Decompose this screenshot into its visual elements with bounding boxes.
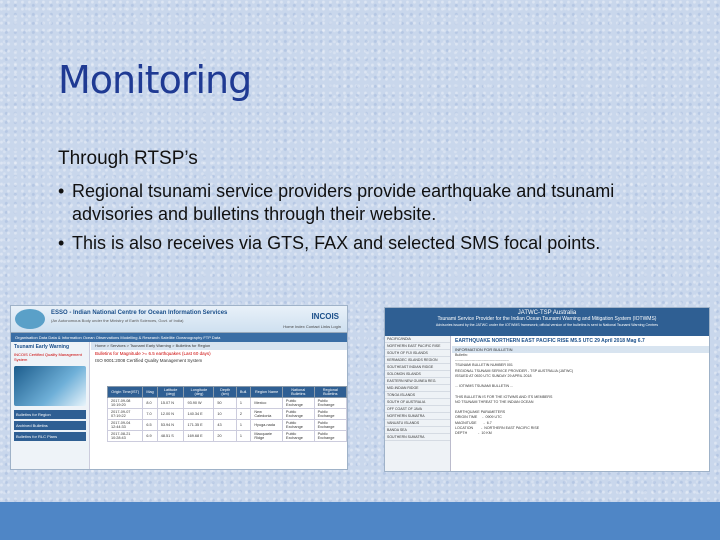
table-header: Depth (km) — [214, 387, 237, 398]
table-cell: Public Exchange — [282, 420, 314, 431]
bulletin-line: ... IOTWMS TSUNAMI BULLETIN ... — [455, 384, 514, 389]
incois-brand-logo: INCOIS — [311, 312, 339, 321]
table-cell: Mexico — [251, 398, 283, 409]
table-cell: 20 — [214, 431, 237, 442]
table-header: National Bulletins — [282, 387, 314, 398]
event-list-item[interactable]: VANUATU ISLANDS — [385, 420, 450, 427]
table-cell: Public Exchange — [282, 398, 314, 409]
table-header: Latitude (deg) — [157, 387, 184, 398]
event-list-item[interactable]: SOUTH OF FIJI ISLANDS — [385, 350, 450, 357]
jatwc-main — [452, 336, 709, 471]
bulletin-text — [452, 353, 709, 436]
sidebar-link[interactable]: Bulletins for RLC Plans — [14, 432, 86, 441]
sidebar-link[interactable]: Archived Bulletins — [14, 421, 86, 430]
bulletin-line: DEPTH - 10 KM — [455, 431, 492, 436]
incois-nav-bar[interactable]: Organisation Data Data & Information Ocean Observations Modelling & Research Satellite Oceanography FTP Data — [11, 333, 347, 342]
incois-header — [11, 306, 347, 333]
jatwc-note: Advisories issued by the JATWC under the IOTWMS framework; official version of the bulletins is sent to National Tsunami Warning Centres — [435, 323, 659, 327]
event-list-item[interactable]: NORTHERN SUMATRA — [385, 413, 450, 420]
event-list-item[interactable]: TONGA ISLANDS — [385, 392, 450, 399]
sidebar-link[interactable]: Bulletins for Region — [14, 410, 86, 419]
table-cell: Macquarie Ridge — [251, 431, 283, 442]
bulletin-line: TSUNAMI BULLETIN NUMBER 001 — [455, 363, 513, 368]
event-list-item[interactable]: KERMADEC ISLANDS REGION — [385, 357, 450, 364]
event-list-item[interactable]: SOUTHERN SUMATRA — [385, 434, 450, 441]
jatwc-subtitle: Tsunami Service Provider for the Indian Ocean Tsunami Warning and Mitigation System (IOTWMS) — [437, 316, 657, 322]
bulletin-line: --------------------------------------------- — [455, 358, 509, 363]
table-cell: 53.94 N — [157, 420, 184, 431]
incois-sidebar — [11, 342, 90, 470]
table-row — [108, 409, 347, 420]
esso-logo — [15, 309, 45, 329]
table-cell: 1 — [236, 398, 250, 409]
incois-header-subtitle: (An Autonomous Body under the Ministry of Earth Sciences, Govt. of India) — [51, 318, 184, 323]
incois-header-title: ESSO - Indian National Centre for Ocean Information Services — [51, 310, 228, 316]
table-cell: Public Exchange — [282, 409, 314, 420]
bulletin-line: THIS BULLETIN IS FOR THE IOTWMS AND ITS MEMBERS — [455, 394, 553, 399]
table-row — [108, 420, 347, 431]
table-cell: 2017-09-08 10:19:20 — [108, 398, 143, 409]
event-list-item[interactable]: SOUTHEAST INDIAN RIDGE — [385, 364, 450, 371]
event-list-item[interactable]: SOUTH OF AUSTRALIA — [385, 399, 450, 406]
bulletin-line: NO TSUNAMI THREAT TO THE INDIAN OCEAN — [455, 399, 534, 404]
table-cell: 12.00 N — [157, 409, 184, 420]
slide-subtitle: Through RTSP’s — [58, 148, 198, 169]
table-cell: 15.07 N — [157, 398, 184, 409]
event-list-item[interactable]: SOLOMON ISLANDS — [385, 371, 450, 378]
table-cell: 93.90 W — [184, 398, 214, 409]
table-cell: 6.9 — [143, 431, 157, 442]
bulletin-line: EARTHQUAKE PARAMETERS — [455, 410, 506, 415]
table-cell: 2017-08-21 10:28:43 — [108, 431, 143, 442]
table-header: Longitude (deg) — [184, 387, 214, 398]
table-header: Region Name — [251, 387, 283, 398]
event-list-item[interactable]: OFF COAST OF JAVA — [385, 406, 450, 413]
table-cell: 8.0 — [143, 398, 157, 409]
event-list-item[interactable]: EASTERN NEW GUINEA REG. — [385, 378, 450, 385]
table-cell: 2017-09-07 07:19:22 — [108, 409, 143, 420]
table-cell: Public Exchange — [314, 420, 346, 431]
bulletin-line: LOCATION - NORTHERN EAST PACIFIC RISE — [455, 425, 540, 430]
table-cell: 1 — [236, 420, 250, 431]
table-cell: 7.0 — [143, 409, 157, 420]
incois-screenshot — [10, 305, 348, 470]
event-list-item[interactable]: PACIFIC/INDIA — [385, 336, 450, 343]
table-cell: 140.34 E — [184, 409, 214, 420]
table-cell: 50 — [214, 398, 237, 409]
bullet-item: • This is also receives via GTS, FAX and selected SMS focal points. — [58, 232, 678, 255]
bulletins-heading: Bulletins for Magnitude >= 6.5 earthquakes (Last 60 days) — [95, 351, 211, 356]
table-cell: Public Exchange — [282, 431, 314, 442]
jatwc-screenshot — [384, 307, 710, 472]
iso-notice: ISO 9001:2008 Certified Quality Management System — [95, 358, 203, 363]
bulletin-table — [107, 386, 347, 442]
table-cell: 1 — [236, 431, 250, 442]
table-cell: Hyuga-nada — [251, 420, 283, 431]
table-cell: Public Exchange — [314, 398, 346, 409]
event-list-item[interactable]: BANDA SEA — [385, 427, 450, 434]
table-cell: Public Exchange — [314, 409, 346, 420]
table-cell: 48.51 S — [157, 431, 184, 442]
earthquake-title: EARTHQUAKE NORTHERN EAST PACIFIC RISE M5.5 UTC 29 April 2018 Mag 6.7 — [455, 338, 645, 344]
table-cell: Public Exchange — [314, 431, 346, 442]
jatwc-header — [385, 308, 709, 336]
table-cell: 171.35 E — [184, 420, 214, 431]
table-row — [108, 398, 347, 409]
jatwc-event-list — [385, 336, 451, 471]
bullet-list — [58, 180, 678, 261]
event-list-item[interactable]: NORTHERN EAST PACIFIC RISE — [385, 343, 450, 350]
table-cell: 169.68 E — [184, 431, 214, 442]
slide-title: Monitoring — [58, 58, 252, 102]
table-header: Mag — [143, 387, 157, 398]
table-cell: 2017-09-04 12:44:33 — [108, 420, 143, 431]
table-header: Regional Bulletins — [314, 387, 346, 398]
table-header: Origin Time(IST) — [108, 387, 143, 398]
table-header: Bull. — [236, 387, 250, 398]
bulletin-line: MAGNITUDE - 6.7 — [455, 420, 492, 425]
bulletin-line: ORIGIN TIME - 0909 UTC — [455, 415, 502, 420]
sidebar-title: Tsunami Early Warning — [14, 344, 70, 350]
bulletin-line: REGIONAL TSUNAMI SERVICE PROVIDER - TSP AUSTRALIA (JATWC) — [455, 368, 574, 373]
table-cell: 6.5 — [143, 420, 157, 431]
incois-breadcrumb[interactable]: Home > Services > Tsunami Early Warning > Bulletins for Region — [91, 342, 347, 350]
table-cell: New Caledonia — [251, 409, 283, 420]
bulletin-line: Bulletin: — [455, 353, 468, 357]
bulletin-line: ISSUED AT 0920 UTC SUNDAY 29 APRIL 2018 — [455, 373, 532, 378]
incois-top-menu[interactable]: Home Index Contact Links Login — [283, 324, 341, 329]
table-cell: 10 — [214, 409, 237, 420]
jatwc-title: JATWC-TSP Australia — [517, 310, 577, 316]
wave-image — [14, 366, 86, 406]
bullet-item: • Regional tsunami service providers provide earthquake and tsunami advisories and bulletins through their website. — [58, 180, 678, 226]
table-cell: 43 — [214, 420, 237, 431]
footer-bar — [0, 502, 720, 540]
bulletin-tab[interactable]: INFORMATION FOR BULLETIN — [452, 346, 709, 353]
event-list-item[interactable]: MID-INDIAN RIDGE — [385, 385, 450, 392]
table-row — [108, 431, 347, 442]
sidebar-notice: INCOIS Certified Quality Management System — [14, 352, 82, 362]
table-cell: 2 — [236, 409, 250, 420]
